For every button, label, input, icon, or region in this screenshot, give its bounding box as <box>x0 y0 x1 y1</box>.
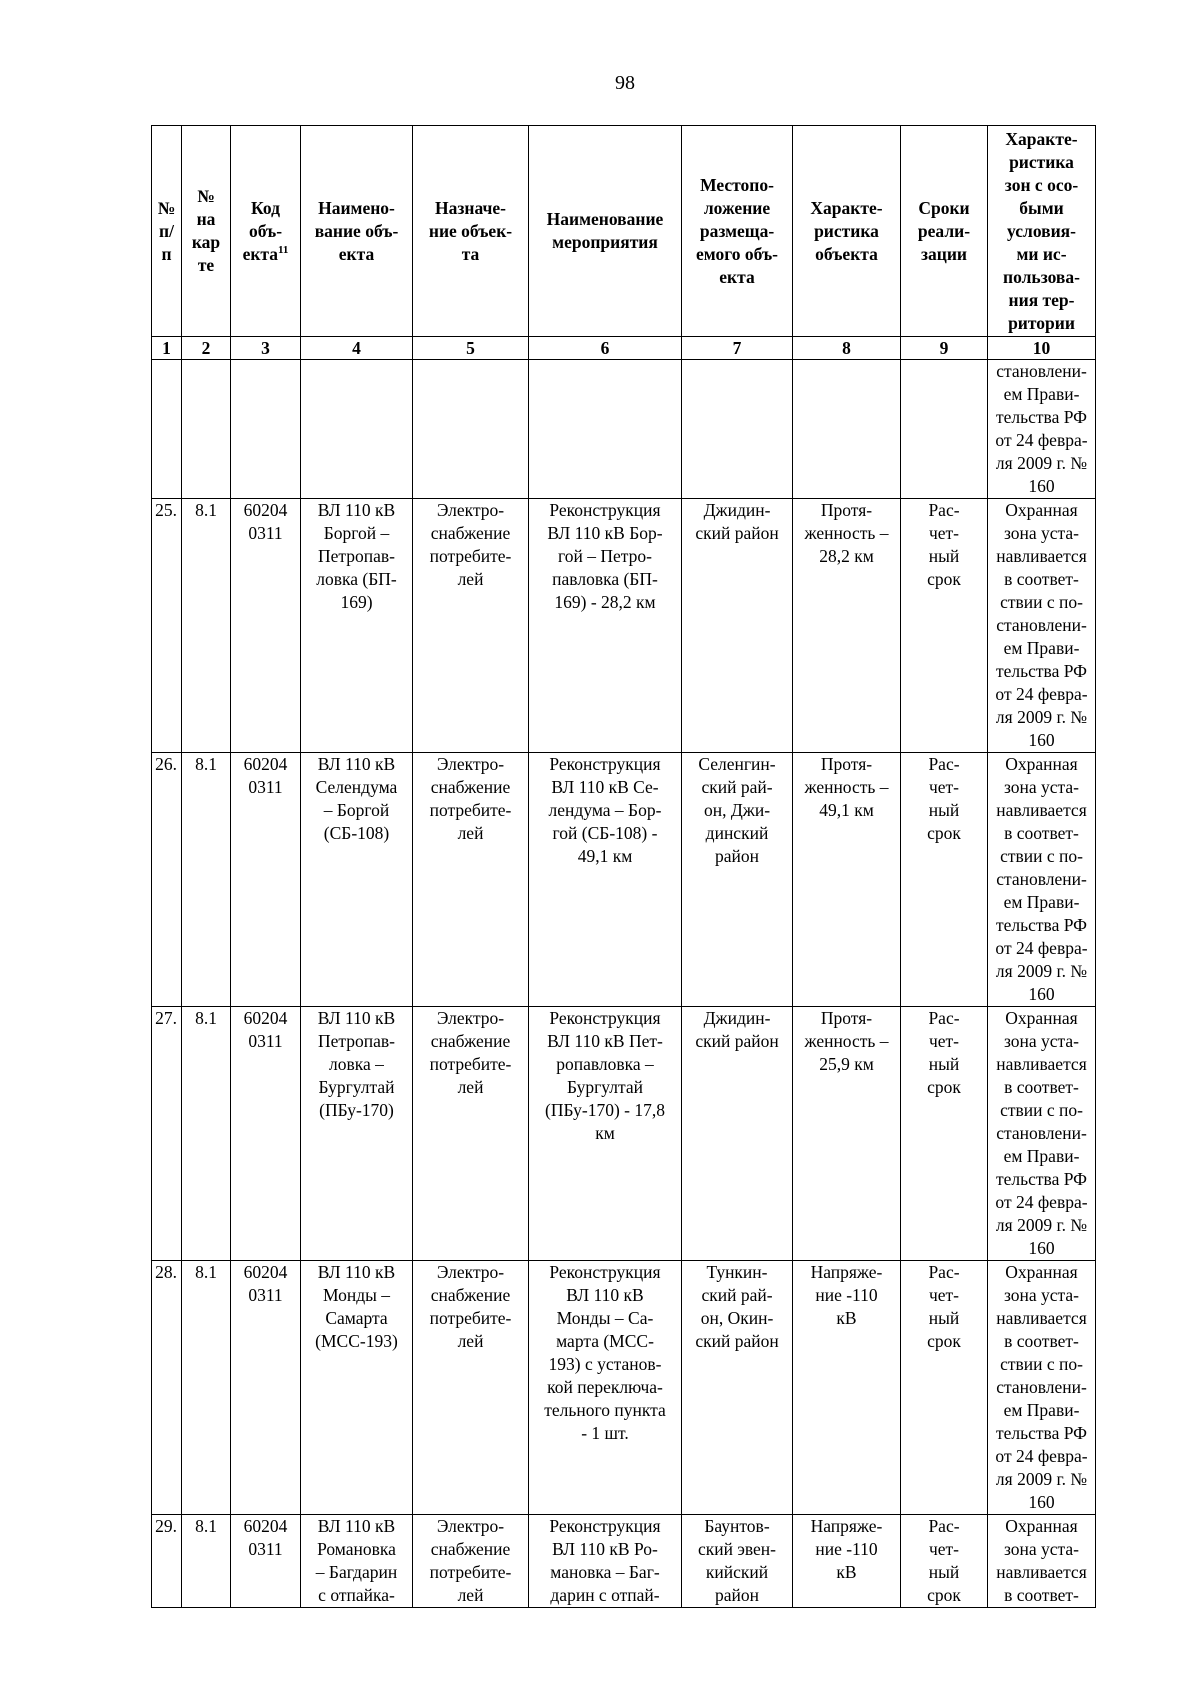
cell-measure-name: Реконструкция ВЛ 110 кВ Ро- мановка – Баг- дарин с отпай- <box>529 1515 682 1608</box>
cell-timeframe <box>901 360 988 499</box>
cell-purpose: Электро- снабжение потребите- лей <box>413 753 529 1007</box>
cell-characteristic: Напряже- ние -110 кВ <box>793 1515 901 1608</box>
cell-measure-name: Реконструкция ВЛ 110 кВ Пет- ропавловка – Бургултай (ПБу-170) - 17,8 км <box>529 1007 682 1261</box>
cell-location <box>682 360 793 499</box>
cell-location: Тункин- ский рай- он, Окин- ский район <box>682 1261 793 1515</box>
column-number: 7 <box>682 337 793 360</box>
header-cell: Наимено- вание объ- екта <box>301 126 413 337</box>
cell-object-name: ВЛ 110 кВ Селендума – Боргой (СБ-108) <box>301 753 413 1007</box>
cell-timeframe: Рас- чет- ный срок <box>901 1261 988 1515</box>
cell-measure-name: Реконструкция ВЛ 110 кВ Се- лендума – Бор- гой (СБ-108) - 49,1 км <box>529 753 682 1007</box>
cell-map-number: 8.1 <box>182 753 231 1007</box>
cell-location: Джидин- ский район <box>682 1007 793 1261</box>
cell-number: 29. <box>152 1515 182 1608</box>
cell-purpose <box>413 360 529 499</box>
cell-measure-name: Реконструкция ВЛ 110 кВ Монды – Са- марта (МСС- 193) с установ- кой переключа- тельного пункта - 1 шт. <box>529 1261 682 1515</box>
cell-number: 26. <box>152 753 182 1007</box>
cell-object-name: ВЛ 110 кВ Боргой – Петропав- ловка (БП- 169) <box>301 499 413 753</box>
cell-object-code: 60204 0311 <box>231 499 301 753</box>
cell-location: Джидин- ский район <box>682 499 793 753</box>
header-cell: Назначе- ние объек- та <box>413 126 529 337</box>
table-row <box>152 360 1096 499</box>
column-number: 5 <box>413 337 529 360</box>
column-number: 10 <box>988 337 1096 360</box>
cell-timeframe: Рас- чет- ный срок <box>901 1515 988 1608</box>
cell-object-code: 60204 0311 <box>231 753 301 1007</box>
cell-object-code: 60204 0311 <box>231 1007 301 1261</box>
column-number: 1 <box>152 337 182 360</box>
table-header-row <box>152 126 1096 337</box>
table-row <box>152 1007 1096 1261</box>
column-number: 4 <box>301 337 413 360</box>
header-cell: Характе- ристика объекта <box>793 126 901 337</box>
header-cell: Местопо- ложение размеща- емого объ- екта <box>682 126 793 337</box>
footnote-marker: 11 <box>278 243 289 256</box>
cell-object-name: ВЛ 110 кВ Петропав- ловка – Бургултай (ПБу-170) <box>301 1007 413 1261</box>
cell-timeframe: Рас- чет- ный срок <box>901 1007 988 1261</box>
cell-zone-characteristic: Охранная зона уста- навливается в соответ- <box>988 1515 1096 1608</box>
cell-purpose: Электро- снабжение потребите- лей <box>413 1261 529 1515</box>
table-row <box>152 499 1096 753</box>
cell-number: 25. <box>152 499 182 753</box>
cell-location: Баунтов- ский эвен- кийский район <box>682 1515 793 1608</box>
header-cell: № п/ п <box>152 126 182 337</box>
cell-characteristic: Напряже- ние -110 кВ <box>793 1261 901 1515</box>
cell-map-number: 8.1 <box>182 1261 231 1515</box>
column-number: 2 <box>182 337 231 360</box>
cell-number <box>152 360 182 499</box>
table-body <box>152 360 1096 1608</box>
cell-characteristic: Протя- женность – 28,2 км <box>793 499 901 753</box>
cell-characteristic <box>793 360 901 499</box>
header-cell: Характе- ристика зон с осо- быми условия- ми ис- пользова- ния тер- ритории <box>988 126 1096 337</box>
header-cell: Наименование мероприятия <box>529 126 682 337</box>
column-number: 9 <box>901 337 988 360</box>
cell-object-name: ВЛ 110 кВ Монды – Самарта (МСС-193) <box>301 1261 413 1515</box>
cell-object-code: 60204 0311 <box>231 1261 301 1515</box>
cell-number: 27. <box>152 1007 182 1261</box>
cell-measure-name <box>529 360 682 499</box>
column-number: 8 <box>793 337 901 360</box>
cell-object-name: ВЛ 110 кВ Романовка – Багдарин с отпайка- <box>301 1515 413 1608</box>
cell-object-name <box>301 360 413 499</box>
cell-object-code <box>231 360 301 499</box>
cell-characteristic: Протя- женность – 25,9 км <box>793 1007 901 1261</box>
cell-characteristic: Протя- женность – 49,1 км <box>793 753 901 1007</box>
cell-purpose: Электро- снабжение потребите- лей <box>413 1007 529 1261</box>
header-code-label: Код объ- екта <box>242 197 283 264</box>
cell-timeframe: Рас- чет- ный срок <box>901 753 988 1007</box>
table-row <box>152 1261 1096 1515</box>
header-cell: № на кар те <box>182 126 231 337</box>
page-number: 98 <box>615 72 635 94</box>
cell-timeframe: Рас- чет- ный срок <box>901 499 988 753</box>
cell-purpose: Электро- снабжение потребите- лей <box>413 499 529 753</box>
table-row <box>152 753 1096 1007</box>
cell-object-code: 60204 0311 <box>231 1515 301 1608</box>
cell-zone-characteristic: Охранная зона уста- навливается в соответ- ствии с по- становлени- ем Прави- тельства РФ от 24 февра- ля 2009 г. № 160 <box>988 1261 1096 1515</box>
cell-number: 28. <box>152 1261 182 1515</box>
column-number-row <box>152 337 1096 360</box>
table-row <box>152 1515 1096 1608</box>
cell-location: Селенгин- ский рай- он, Джи- динский район <box>682 753 793 1007</box>
cell-map-number: 8.1 <box>182 1515 231 1608</box>
cell-zone-characteristic: Охранная зона уста- навливается в соответ- ствии с по- становлени- ем Прави- тельства РФ от 24 февра- ля 2009 г. № 160 <box>988 499 1096 753</box>
cell-measure-name: Реконструкция ВЛ 110 кВ Бор- гой – Петро- павловка (БП- 169) - 28,2 км <box>529 499 682 753</box>
cell-purpose: Электро- снабжение потребите- лей <box>413 1515 529 1608</box>
cell-zone-characteristic: Охранная зона уста- навливается в соответ- ствии с по- становлени- ем Прави- тельства РФ от 24 февра- ля 2009 г. № 160 <box>988 753 1096 1007</box>
cell-map-number: 8.1 <box>182 1007 231 1261</box>
header-cell: Сроки реали- зации <box>901 126 988 337</box>
column-number: 3 <box>231 337 301 360</box>
cell-map-number: 8.1 <box>182 499 231 753</box>
cell-zone-characteristic: становлени- ем Прави- тельства РФ от 24 февра- ля 2009 г. № 160 <box>988 360 1096 499</box>
cell-zone-characteristic: Охранная зона уста- навливается в соответ- ствии с по- становлени- ем Прави- тельства РФ от 24 февра- ля 2009 г. № 160 <box>988 1007 1096 1261</box>
column-number: 6 <box>529 337 682 360</box>
header-cell <box>231 126 301 337</box>
cell-map-number <box>182 360 231 499</box>
objects-table <box>151 125 1096 1608</box>
